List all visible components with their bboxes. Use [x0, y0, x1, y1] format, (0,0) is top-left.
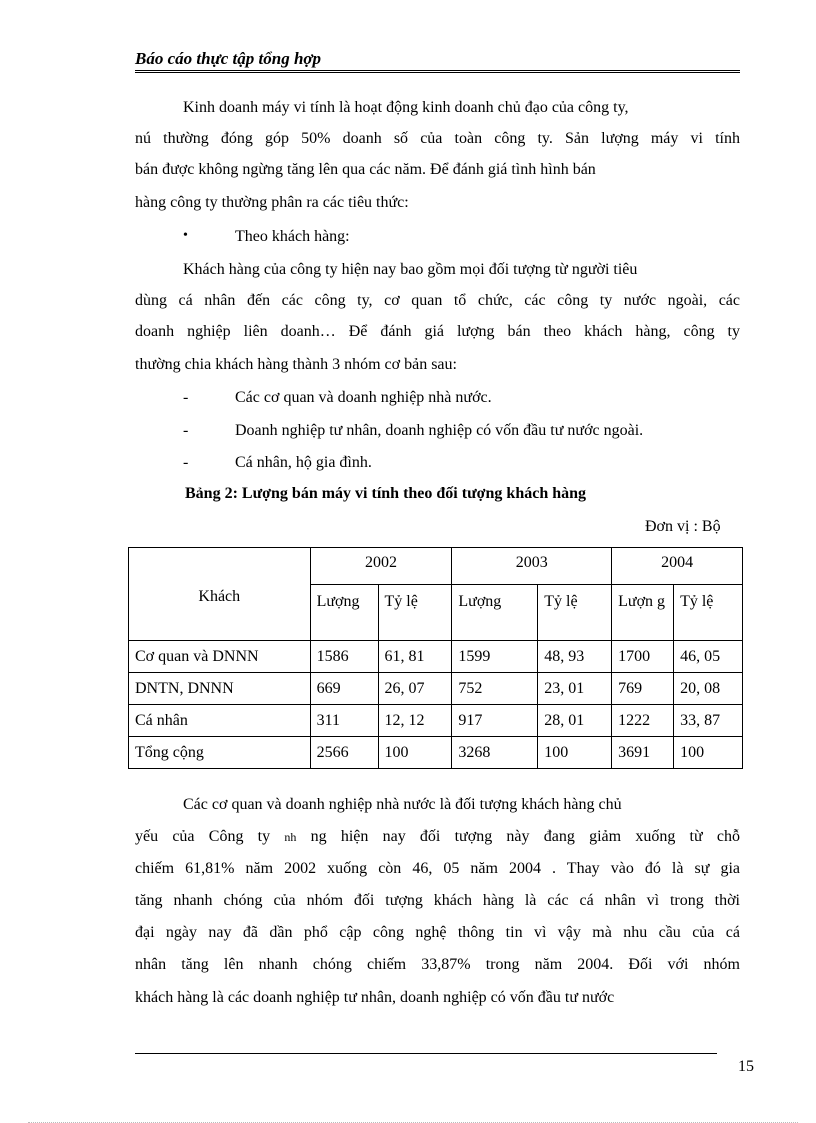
- table-cell: 1222: [612, 705, 674, 737]
- page-header: [135, 48, 740, 73]
- table-cell: 100: [378, 737, 452, 769]
- dash-icon: -: [183, 454, 189, 471]
- table-row: [129, 737, 743, 769]
- table-cell: 20, 08: [674, 673, 743, 705]
- table-cell: DNTN, DNNN: [129, 673, 311, 705]
- intro-line-3: bán được không ngừng tăng lên qua các năm. Để đánh giá tình hình bán: [135, 161, 596, 178]
- intro-line-4: hàng công ty thường phân ra các tiêu thức:: [135, 194, 409, 211]
- table-cell: 311: [310, 705, 378, 737]
- table-cell: 917: [452, 705, 538, 737]
- table-cell: 12, 12: [378, 705, 452, 737]
- analysis-line-1: Các cơ quan và doanh nghiệp nhà nước là đối tượng khách hàng chủ: [183, 796, 622, 813]
- customers-line-2: dùng cá nhân đến các công ty, cơ quan tổ chức, các công ty nước ngoài, các: [135, 292, 740, 309]
- analysis-line-2: [135, 827, 740, 847]
- table-cell: Cá nhân: [129, 705, 311, 737]
- dash-icon: -: [183, 389, 189, 406]
- analysis-line-5: đại ngày nay đã dần phổ cập công nghệ thông tin vì vậy mà nhu cầu của cá: [135, 924, 740, 941]
- table-cell: 28, 01: [538, 705, 612, 737]
- table-cell: 33, 87: [674, 705, 743, 737]
- table-cell: 3691: [612, 737, 674, 769]
- bullet-text: Theo khách hàng:: [235, 228, 350, 245]
- header-rule: [135, 70, 740, 73]
- table-cell: 669: [310, 673, 378, 705]
- analysis-line-7: khách hàng là các doanh nghiệp tư nhân, doanh nghiệp có vốn đầu tư nước: [135, 989, 615, 1006]
- table-cell: Cơ quan và DNNN: [129, 641, 311, 673]
- year-header: 2004: [612, 548, 743, 585]
- year-header: 2002: [310, 548, 452, 585]
- analysis-line-2-part-b: ng hiện nay đối tượng này đang giảm xuống từ chỗ: [296, 828, 741, 845]
- dash-icon: -: [183, 422, 189, 439]
- customer-header: Khách: [129, 548, 311, 641]
- header-title: Báo cáo thực tập tổng hợp: [135, 49, 322, 68]
- subheader-cell: Tỷ lệ: [378, 585, 452, 641]
- group-item-1: Các cơ quan và doanh nghiệp nhà nước.: [235, 389, 492, 406]
- table-cell: 23, 01: [538, 673, 612, 705]
- table-row: [129, 705, 743, 737]
- table-cell: 752: [452, 673, 538, 705]
- table-cell: 100: [674, 737, 743, 769]
- table-unit: Đơn vị : Bộ: [645, 518, 721, 535]
- analysis-line-2-small: nh: [284, 830, 297, 844]
- table-cell: 2566: [310, 737, 378, 769]
- subheader-cell: Lượng: [310, 585, 378, 641]
- intro-line-2: nú thường đóng góp 50% doanh số của toàn công ty. Sản lượng máy vi tính: [135, 130, 740, 147]
- year-header: 2003: [452, 548, 612, 585]
- group-item-2: Doanh nghiệp tư nhân, doanh nghiệp có vốn đầu tư nước ngoài.: [235, 422, 644, 439]
- table-cell: 1700: [612, 641, 674, 673]
- analysis-line-6: nhân tăng lên nhanh chóng chiếm 33,87% trong năm 2004. Đối với nhóm: [135, 956, 740, 973]
- group-item-3: Cá nhân, hộ gia đình.: [235, 454, 372, 471]
- table-cell: 1586: [310, 641, 378, 673]
- table-row: [129, 641, 743, 673]
- analysis-line-2-part-a: yếu của Công ty: [135, 828, 285, 845]
- table-cell: 48, 93: [538, 641, 612, 673]
- subheader-cell: Tỷ lệ: [674, 585, 743, 641]
- page-number: 15: [738, 1058, 754, 1075]
- table-header-row: [129, 548, 743, 585]
- intro-line-1: Kinh doanh máy vi tính là hoạt động kinh doanh chủ đạo của công ty,: [183, 99, 629, 116]
- table-cell: 1599: [452, 641, 538, 673]
- table-cell: 100: [538, 737, 612, 769]
- bullet-icon: •: [183, 228, 188, 243]
- table-cell: Tổng cộng: [129, 737, 311, 769]
- customers-line-4: thường chia khách hàng thành 3 nhóm cơ bản sau:: [135, 356, 457, 373]
- table-cell: 46, 05: [674, 641, 743, 673]
- table-cell: 61, 81: [378, 641, 452, 673]
- table-cell: 26, 07: [378, 673, 452, 705]
- footer-rule: [135, 1053, 717, 1054]
- sales-table: [128, 547, 743, 769]
- table-row: [129, 673, 743, 705]
- analysis-line-3: chiếm 61,81% năm 2002 xuống còn 46, 05 năm 2004 . Thay vào đó là sự gia: [135, 860, 740, 877]
- subheader-cell: Lượn g: [612, 585, 674, 641]
- subheader-cell: Tỷ lệ: [538, 585, 612, 641]
- analysis-line-4: tăng nhanh chóng của nhóm đối tượng khách hàng là các cá nhân vì trong thời: [135, 892, 740, 909]
- table-cell: 769: [612, 673, 674, 705]
- table-caption: Bảng 2: Lượng bán máy vi tính theo đối tượng khách hàng: [185, 485, 587, 502]
- customers-line-3: doanh nghiệp liên doanh… Để đánh giá lượng bán theo khách hàng, công ty: [135, 323, 740, 340]
- table-cell: 3268: [452, 737, 538, 769]
- customers-line-1: Khách hàng của công ty hiện nay bao gồm mọi đối tượng từ người tiêu: [183, 261, 638, 278]
- subheader-cell: Lượng: [452, 585, 538, 641]
